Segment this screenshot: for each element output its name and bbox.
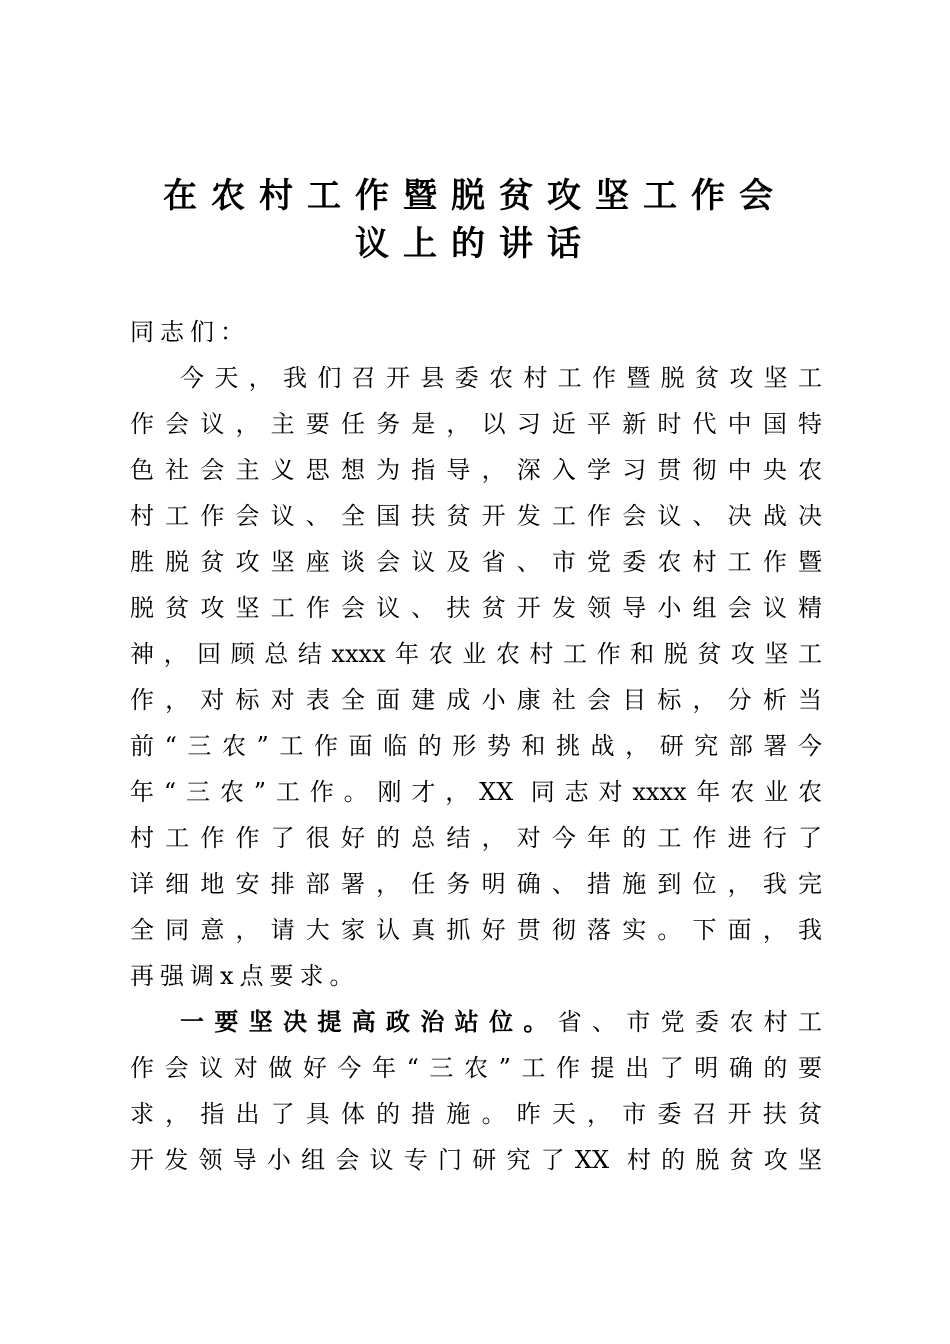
paragraph-line: 求，指出了具体的措施。昨天，市委召开扶贫 [130,1100,822,1128]
paragraph-line: 年“三农”工作。刚才，XX 同志对xxxx年农业农 [130,778,822,806]
paragraph-line: 前“三农”工作面临的形势和挑战，研究部署今 [130,732,822,760]
section-1-first-line [180,1006,822,1038]
paragraph-line: 作会议，主要任务是，以习近平新时代中国特 [130,410,822,438]
paragraph-line: 再强调x点要求。 [130,962,360,990]
section-1-text: 省、市党委农村工 [557,1008,823,1036]
paragraph-line: 开发领导小组会议专门研究了XX 村的脱贫攻坚 [130,1146,822,1174]
paragraph-line: 脱贫攻坚工作会议、扶贫开发领导小组会议精 [130,594,822,622]
paragraph-line: 作，对标对表全面建成小康社会目标，分析当 [130,686,822,714]
paragraph-line: 今天，我们召开县委农村工作暨脱贫攻坚工 [180,364,822,392]
document-title-line-2: 议上的讲话 [355,224,595,264]
paragraph-line: 色社会主义思想为指导，深入学习贯彻中央农 [130,456,822,484]
paragraph-line: 村工作会议、全国扶贫开发工作会议、决战决 [130,502,822,530]
paragraph-line: 作会议对做好今年“三农”工作提出了明确的要 [130,1054,822,1082]
paragraph-line: 神，回顾总结xxxx年农业农村工作和脱贫攻坚工 [130,640,822,668]
section-1-heading: 一要坚决提高政治站位。 [180,1008,558,1036]
document-title-line-1: 在农村工作暨脱贫攻坚工作会 [163,176,787,216]
salutation: 同志们： [130,318,250,346]
paragraph-line: 全同意，请大家认真抓好贯彻落实。下面，我 [130,916,822,944]
paragraph-line: 村工作作了很好的总结，对今年的工作进行了 [130,824,822,852]
paragraph-line: 胜脱贫攻坚座谈会议及省、市党委农村工作暨 [130,548,822,576]
paragraph-line: 详细地安排部署，任务明确、措施到位，我完 [130,870,822,898]
